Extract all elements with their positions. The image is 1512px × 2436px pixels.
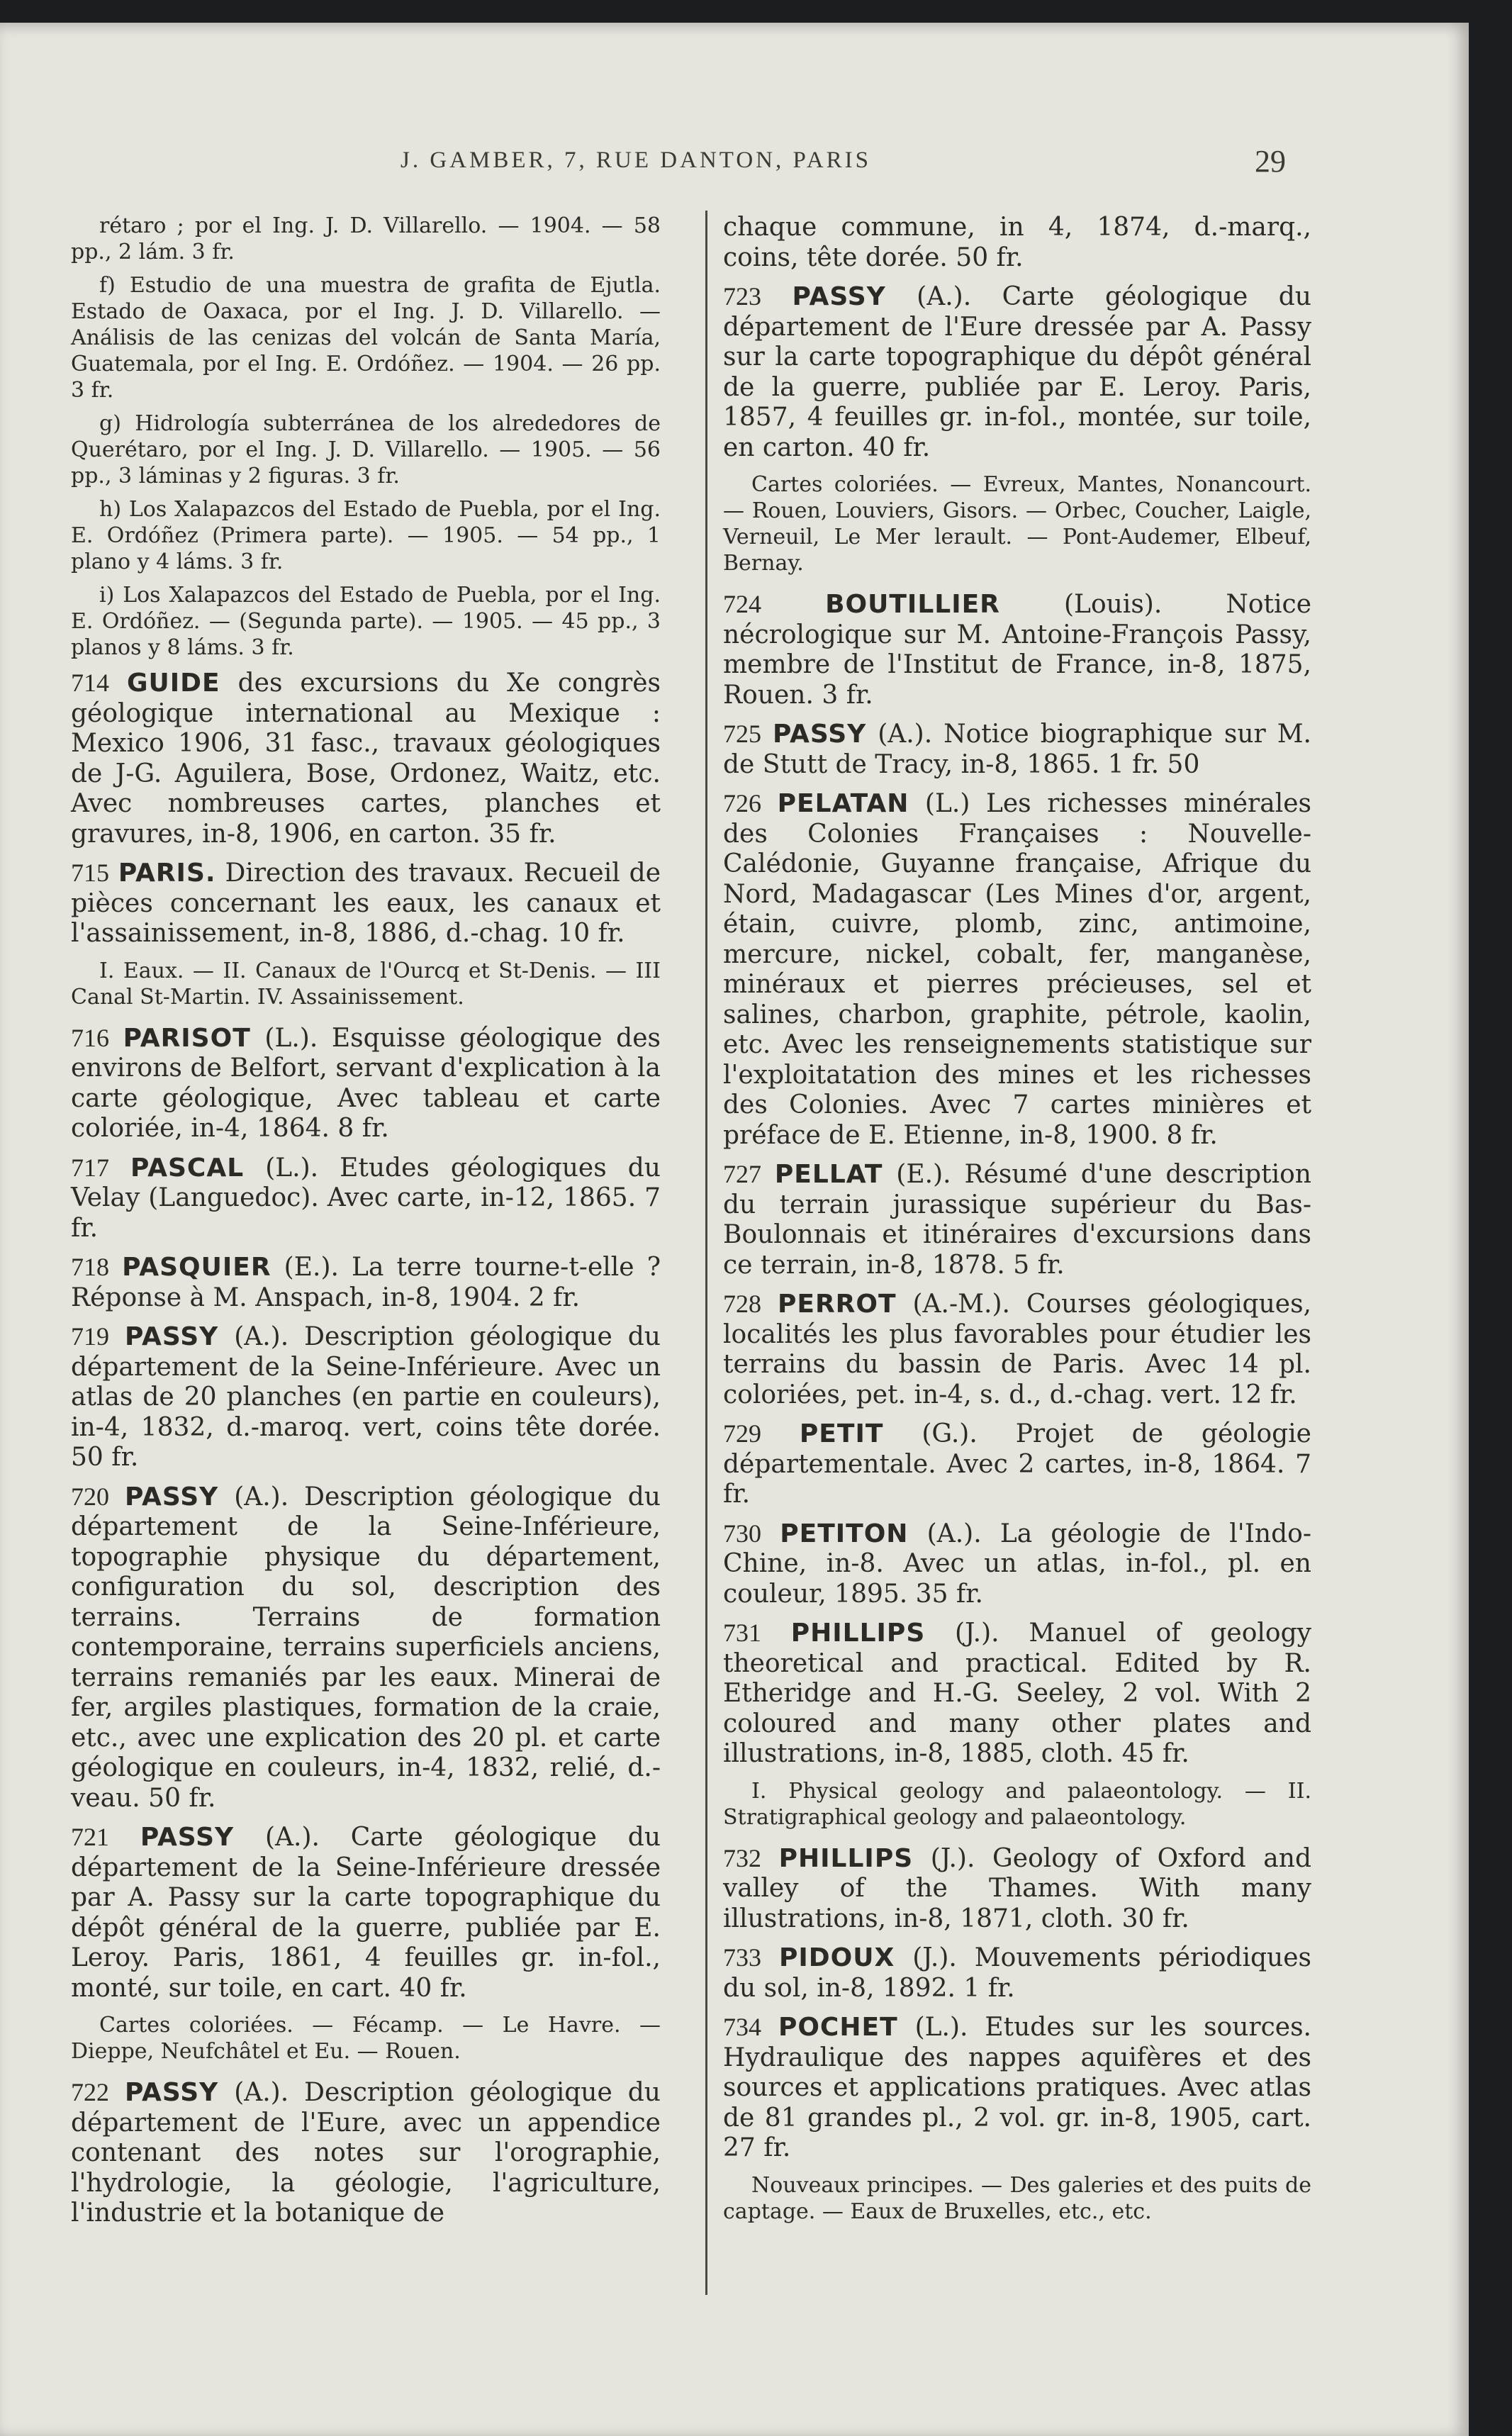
entry-description: (Louis). Notice nécrologique sur M. Antoine-François Passy, membre de l'Institut de France, in-8, 1875, Rouen. 3 fr. xyxy=(723,590,1311,710)
continuation-item: rétaro ; por el Ing. J. D. Villarello. — 1904. — 58 pp., 2 lám. 3 fr. xyxy=(71,213,661,264)
entry-author: PHILLIPS xyxy=(778,1843,914,1873)
catalog-entry xyxy=(723,1843,1311,1935)
entry-number: 726 xyxy=(723,789,761,817)
entry-author: GUIDE xyxy=(126,669,220,698)
entry-description: (A.). Carte géologique du département de la Seine-Inférieure dressée par A. Passy sur la carte topographique du dépôt général de la guerre, publiée par E. Leroy. Paris, 1861, 4 feuilles gr. in-fol., monté, sur toile, en cart. 40 fr. xyxy=(71,1823,661,2003)
entry-author: BOUTILLIER xyxy=(825,590,1000,619)
catalog-entry xyxy=(723,1289,1311,1410)
entry-description: (A.). Description géologique du département de la Seine-Inférieure, topographie physique du département, configuration du sol, description des terrains. Terrains de formation contemporaine, terrains superficiels anciens, terrains remaniés par les eaux. Minerai de fer, argiles plastiques, formation de la craie, etc., avec une explication des 20 pl. et carte géologique en couleurs, in-4, 1832, relié, d.-veau. 50 fr. xyxy=(71,1482,661,1813)
entry-number: 724 xyxy=(723,590,761,618)
entry-number: 723 xyxy=(723,282,761,311)
entry-description: (G.). Projet de géologie départementale. Avec 2 cartes, in-8, 1864. 7 fr. xyxy=(723,1419,1311,1509)
entry-author: PASQUIER xyxy=(122,1253,271,1282)
entry-contents: Cartes coloriées. — Evreux, Mantes, Nonancourt. — Rouen, Louviers, Gisors. — Orbec, Coucher, Laigle, Verneuil, Le Mer lerault. — Pont-Audemer, Elbeuf, Bernay. xyxy=(723,472,1311,576)
entry-author: PASSY xyxy=(124,2078,219,2107)
entry-description: (E.). Résumé d'une description du terrain jurassique supérieur du Bas-Boulonnais et itinéraires d'excursions dans ce terrain, in-8, 1878. 5 fr. xyxy=(723,1160,1311,1280)
entry-description: (A.). La géologie de l'Indo-Chine, in-8. Avec un atlas, in-fol., pl. en couleur, 1895. 35 fr. xyxy=(723,1519,1311,1609)
entry-number: 715 xyxy=(71,859,109,887)
entry-description: (L.) Les richesses minérales des Colonies Françaises : Nouvelle-Calédonie, Guyanne française, Afrique du Nord, Madagascar (Les Mines d'or, argent, étain, cuivre, plomb, zinc, antimoine, mercure, nickel, cobalt, fer, manganèse, minéraux et pierres précieuses, sel et salines, charbon, graphite, pétrole, kaolin, etc. Avec les renseignements statistique sur l'exploitatation des mines et les richesses des Colonies. Avec 7 cartes minières et préface de E. Etienne, in-8, 1900. 8 fr. xyxy=(723,789,1311,1150)
entry-description: (L.). Etudes géologiques du Velay (Languedoc). Avec carte, in-12, 1865. 7 fr. xyxy=(71,1153,661,1243)
catalog-page xyxy=(0,23,1469,2436)
entry-author: PHILLIPS xyxy=(790,1619,926,1648)
entry-number: 719 xyxy=(71,1322,109,1351)
entry-description: Direction des travaux. Recueil de pièces concernant les eaux, les canaux et l'assainissement, in-8, 1886, d.-chag. 10 fr. xyxy=(71,859,661,948)
entry-author: PARIS. xyxy=(118,859,216,888)
entry-number: 717 xyxy=(71,1153,109,1182)
entry-description: (J.). Mouvements périodiques du sol, in-8, 1892. 1 fr. xyxy=(723,1943,1311,2003)
catalog-entry xyxy=(723,719,1311,780)
page-header xyxy=(0,143,1469,186)
entry-number: 714 xyxy=(71,669,109,697)
entry-number: 729 xyxy=(723,1419,761,1448)
entry-author: PERROT xyxy=(777,1290,897,1319)
catalog-entry xyxy=(723,1618,1311,1770)
entry-number: 718 xyxy=(71,1253,109,1281)
entry-contents: Nouveaux principes. — Des galeries et des puits de captage. — Eaux de Bruxelles, etc., etc. xyxy=(723,2172,1311,2224)
entry-author: POCHET xyxy=(778,2013,898,2042)
running-header: J. GAMBER, 7, RUE DANTON, PARIS xyxy=(401,147,872,173)
entry-author: PARISOT xyxy=(123,1023,251,1053)
continuation-item: f) Estudio de una muestra de grafita de Ejutla. Estado de Oaxaca, por el Ing. J. D. Villarello. — Análisis de las cenizas del volcán de Santa María, Guatemala, por el Ing. E. Ordóñez. — 1904. — 26 pp. 3 fr. xyxy=(71,273,661,403)
entry-number: 728 xyxy=(723,1290,761,1318)
entry-description: (A.). Description géologique du département de l'Eure, avec un appendice contenant des notes sur l'orographie, l'hydrologie, la géologie, l'agriculture, l'industrie et la botanique de xyxy=(71,2078,661,2228)
entry-author: PETITON xyxy=(780,1519,909,1548)
catalog-entry xyxy=(723,1419,1311,1510)
catalog-entry xyxy=(71,1322,661,1473)
continuation-text: chaque commune, in 4, 1874, d.-marq., coins, tête dorée. 50 fr. xyxy=(723,213,1311,272)
entry-author: PASSY xyxy=(140,1823,235,1852)
catalog-entry xyxy=(71,1153,661,1244)
entry-contents: I. Physical geology and palaeontology. — II. Stratigraphical geology and palaeontology. xyxy=(723,1778,1311,1830)
entry-author: PASSY xyxy=(772,720,867,749)
entry-number: 733 xyxy=(723,1943,761,1972)
entry-author: PELATAN xyxy=(777,789,909,818)
catalog-entry xyxy=(71,1482,661,1814)
entry-number: 721 xyxy=(71,1823,109,1851)
catalog-entry xyxy=(723,281,1311,463)
entry-contents: Cartes coloriées. — Fécamp. — Le Havre. — Dieppe, Neufchâtel et Eu. — Rouen. xyxy=(71,2013,661,2064)
catalog-entry xyxy=(71,1023,661,1144)
entry-description: (A.). Carte géologique du département de l'Eure dressée par A. Passy sur la carte topographique du dépôt général de la guerre, publiée par E. Leroy. Paris, 1857, 4 feuilles gr. in-fol., montée, sur toile, en carton. 40 fr. xyxy=(723,282,1311,462)
catalog-entry xyxy=(71,858,661,949)
page-number: 29 xyxy=(1255,144,1286,179)
entry-description: (J.). Geology of Oxford and valley of the Thames. With many illustrations, in-8, 1871, cloth. 30 fr. xyxy=(723,1843,1311,1933)
entry-number: 725 xyxy=(723,720,761,748)
entry-description: (A.). Description géologique du département de la Seine-Inférieure. Avec un atlas de 20 planches (en partie en couleurs), in-4, 1832, d.-maroq. vert, coins tête dorée. 50 fr. xyxy=(71,1322,661,1472)
continuation-item: h) Los Xalapazcos del Estado de Puebla, por el Ing. E. Ordóñez (Primera parte). — 1905. — 54 pp., 1 plano y 4 láms. 3 fr. xyxy=(71,497,661,574)
continuation-item: g) Hidrología subterránea de los alrededores de Querétaro, por el Ing. J. D. Villarello. — 1905. — 56 pp., 3 láminas y 2 figuras. 3 fr. xyxy=(71,411,661,488)
entry-contents: I. Eaux. — II. Canaux de l'Ourcq et St-Denis. — III Canal St-Martin. IV. Assainissement. xyxy=(71,958,661,1010)
entry-number: 720 xyxy=(71,1482,109,1511)
right-column xyxy=(723,213,1311,2237)
entry-number: 730 xyxy=(723,1519,761,1548)
catalog-entry xyxy=(723,1519,1311,1610)
entry-number: 734 xyxy=(723,2013,761,2041)
entry-description: (J.). Manuel of geology theoretical and practical. Edited by R. Etheridge and H.-G. Seeley, 2 vol. With 2 coloured and many other plates and illustrations, in-8, 1885, cloth. 45 fr. xyxy=(723,1619,1311,1768)
catalog-entry xyxy=(723,788,1311,1151)
entry-description: (E.). La terre tourne-t-elle ? Réponse à M. Anspach, in-8, 1904. 2 fr. xyxy=(71,1253,661,1312)
entry-number: 716 xyxy=(71,1023,109,1052)
entry-author: PELLAT xyxy=(774,1160,883,1189)
entry-author: PIDOUX xyxy=(778,1943,895,1972)
entry-author: PETIT xyxy=(799,1419,884,1448)
catalog-entry xyxy=(723,589,1311,710)
entry-description: (L.). Etudes sur les sources. Hydraulique des nappes aquifères et des sources et applications pratiques. Avec atlas de 81 grandes pl., 2 vol. gr. in-8, 1905, cart. 27 fr. xyxy=(723,2013,1311,2162)
entry-author: PASSY xyxy=(124,1322,219,1351)
left-column xyxy=(71,213,661,2237)
catalog-entry xyxy=(723,2012,1311,2164)
column-divider xyxy=(705,211,707,2295)
entry-description: (A.-M.). Courses géologiques, localités les plus favorables pour étudier les terrains du bassin de Paris. Avec 14 pl. coloriées, pet. in-4, s. d., d.-chag. vert. 12 fr. xyxy=(723,1290,1311,1409)
catalog-entry xyxy=(71,1822,661,2004)
entry-description: des excursions du Xe congrès géologique international au Mexique : Mexico 1906, 31 fasc., travaux géologiques de J-G. Aguilera, Bose, Ordonez, Waitz, etc. Avec nombreuses cartes, planches et gravures, in-8, 1906, en carton. 35 fr. xyxy=(71,669,661,849)
catalog-entry xyxy=(723,1943,1311,2004)
entry-description: (L.). Esquisse géologique des environs de Belfort, servant d'explication à la carte géologique, Avec tableau et carte coloriée, in-4, 1864. 8 fr. xyxy=(71,1023,661,1143)
entry-author: PASSY xyxy=(792,282,886,311)
entry-description: (A.). Notice biographique sur M. de Stutt de Tracy, in-8, 1865. 1 fr. 50 xyxy=(723,720,1312,779)
continuation-item: i) Los Xalapazcos del Estado de Puebla, por el Ing. E. Ordóñez. — (Segunda parte). — 1905. — 45 pp., 3 planos y 8 láms. 3 fr. xyxy=(71,583,661,660)
catalog-entry xyxy=(71,1252,661,1313)
entry-author: PASSY xyxy=(124,1482,219,1512)
entry-number: 731 xyxy=(723,1619,761,1647)
catalog-entry xyxy=(71,668,661,849)
catalog-entry xyxy=(71,2077,661,2229)
entry-author: PASCAL xyxy=(130,1153,245,1183)
entry-number: 732 xyxy=(723,1843,761,1872)
catalog-entry xyxy=(723,1159,1311,1280)
entry-number: 722 xyxy=(71,2078,109,2106)
entry-number: 727 xyxy=(723,1160,761,1188)
